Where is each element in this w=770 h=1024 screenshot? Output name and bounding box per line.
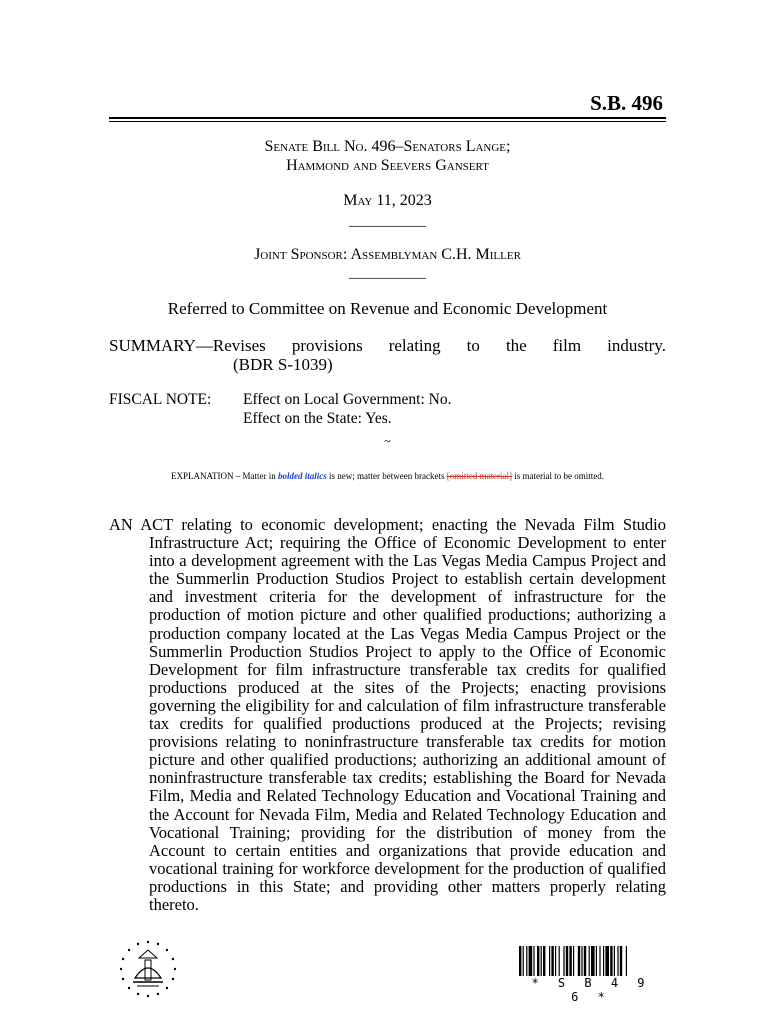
barcode-bar	[541, 946, 542, 976]
explanation-prefix: EXPLANATION – Matter in	[171, 471, 279, 481]
separator-dashes: ___________	[349, 266, 426, 281]
barcode-bar	[605, 946, 609, 976]
barcode-bar	[610, 946, 612, 976]
explanation-note	[109, 471, 666, 481]
barcode-bar	[529, 946, 533, 976]
barcode-bar	[549, 946, 550, 976]
barcode-bar	[581, 946, 582, 976]
barcode-bar	[555, 946, 556, 976]
fiscal-state-effect: Effect on the State: Yes.	[243, 410, 392, 427]
fiscal-local-effect: Effect on Local Government: No.	[243, 391, 452, 408]
barcode-bar	[533, 946, 534, 976]
barcode-bar	[617, 946, 618, 976]
barcode-bar	[603, 946, 604, 976]
section-separator: ~	[384, 434, 391, 448]
fiscal-note-label: FISCAL NOTE:	[109, 391, 212, 408]
barcode-bar	[584, 946, 586, 976]
barcode-bar	[543, 946, 545, 976]
barcode-icon	[519, 946, 663, 976]
summary-line: SUMMARY—Revises provisions relating to the film industry.	[109, 336, 666, 355]
barcode-bar	[523, 946, 524, 976]
barcode-bar	[599, 946, 600, 976]
explanation-bolded: bolded italics	[278, 471, 327, 481]
barcode-bar	[537, 946, 539, 976]
barcode-bar	[578, 946, 580, 976]
explanation-middle: is new; matter between brackets	[326, 471, 447, 481]
barcode-bar	[519, 946, 521, 976]
introduction-date: May 11, 2023	[343, 192, 432, 209]
barcode-bar	[596, 946, 597, 976]
barcode-bar	[559, 946, 560, 976]
barcode-bar	[589, 946, 590, 976]
bill-title-line2: Hammond and Seevers Gansert	[286, 157, 489, 174]
explanation-omitted: [omitted material]	[446, 471, 512, 481]
bill-summary	[109, 336, 666, 374]
barcode-bar	[569, 946, 571, 976]
barcode-bar	[626, 946, 627, 976]
fiscal-note	[109, 390, 451, 428]
explanation-suffix: is material to be omitted.	[511, 471, 604, 481]
act-text: AN ACT relating to economic development; enacting the Nevada Film Studio Infrastructure Act; requiring the Office of Economic Development to enter into a development agreement with the Las Vegas Media Campus Project and the Summerlin Production Studios Project to establish certain development and investment criteria for the development of infrastructure for the production of motion picture and other qualified productions; authorizing a production company located at the Las Vegas Media Campus Project or the Summerlin Production Studios Project to apply to the Office of Economic Development for film infrastructure transferable tax credits for qualified productions produced at the sites of the Projects; enacting provisions governing the eligibility for and calculation of film infrastructure transferable tax credits for qualified productions produced at the Projects; revising provisions relating to noninfrastructure transferable tax credits for motion picture and other qualified productions; authorizing an additional amount of noninfrastructure transferable tax credits; establishing the Board for Nevada Film, Media and Related Technology Education and Vocational Training and the Account for Nevada Film, Media and Related Technology Education and Vocational Training; providing for the distribution of money from the Account to certain entities and organizations that provide education and vocational training for workforce development for the production of qualified productions in this State; and providing other matters properly relating thereto.	[109, 515, 666, 914]
separator-dashes: ___________	[349, 214, 426, 229]
header-rule	[109, 117, 666, 119]
barcode-bar	[566, 946, 568, 976]
state-seal-icon	[115, 938, 181, 1000]
header-rule-thin	[109, 121, 666, 122]
barcode-bar	[551, 946, 553, 976]
barcode-text: * S B 4 9 6 *	[531, 976, 651, 1004]
barcode-bar	[614, 946, 615, 976]
bill-title-line1: Senate Bill No. 496–Senators Lange;	[264, 138, 511, 155]
barcode-bar	[573, 946, 574, 976]
barcode-bar	[526, 946, 527, 976]
bdr-number: (BDR S-1039)	[233, 355, 333, 374]
bill-number: S.B. 496	[590, 91, 663, 115]
joint-sponsor: Joint Sponsor: Assemblyman C.H. Miller	[254, 246, 521, 263]
barcode-bar	[620, 946, 622, 976]
barcode-bar	[591, 946, 595, 976]
committee-referral: Referred to Committee on Revenue and Economic Development	[167, 299, 608, 318]
barcode-bar	[563, 946, 564, 976]
